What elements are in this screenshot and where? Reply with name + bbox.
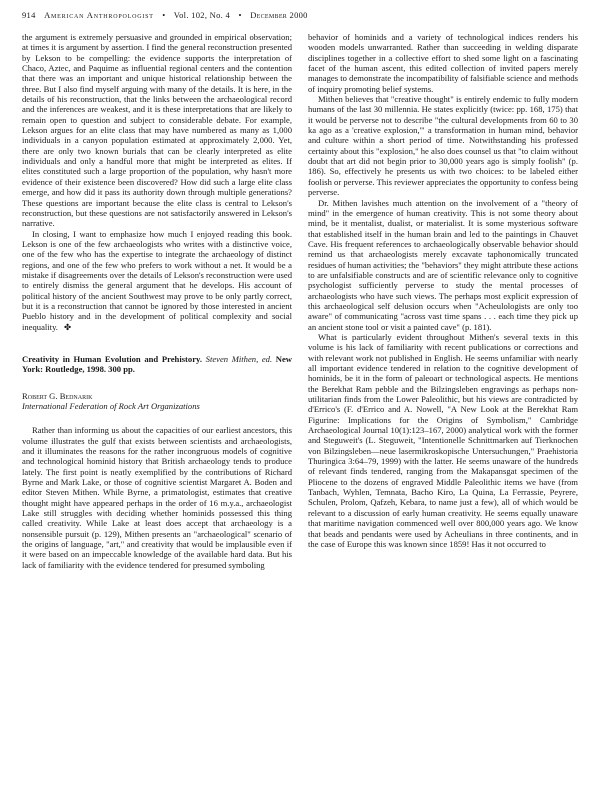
journal-name: American Anthropologist [44, 10, 154, 20]
paragraph: What is particularly evident throughout Mithen's several texts in this volume is his lack of familiarity with recent publications or corrections and with relevant work not published in English. He seems unfamiliar with nearly all important evidence tendered in relation to the cognitive development of hominids, be it in the form of paleoart or technological aspects. He mentions the Berekhat Ram pebble and the Bilzingsleben engravings as perhaps non-utilitarian finds from the Lower Paleolithic, but his views are contradicted by d'Errico's (F. d'Errico and A. Nowell, "A New Look at the Berekhat Ram Figurine: Implications for the Origins of Symbolism," Cambridge Archaeological Journal 10(1):123–167, 2000) analytical work with the former and Steguweit's (L. Steguweit, "Intentionelle Schnittmarken auf Tierknochen von Bilzingsleben—neue lasermikroskopische Untersuchungen," Praehistoria Thuringica 3:64–79, 1999) with the latter. He seems unaware of the hundreds of relevant finds tendered, ranging from the Makapansgat specimen of the Pliocene to the dozens of engraved Middle Paleolithic items we have (from Tanbach, Wyhlen, Temnata, Bacho Kiro, La Quina, La Ferrassie, Peyrere, Schulen, Prolom, Qafzeh, Kebara, to name just a few), all of which would be relevant to a discussion of early human creativity. He seems equally unaware that maritime navigation commenced well over 800,000 years ago. We know that beads and pendants were used by Acheulians in three continents, and in the case of Europe this was known since 1859! Has it not occurred to [308, 331, 578, 549]
book-title: Creativity in Human Evolution and Prehistory. [22, 353, 202, 364]
volume-info: Vol. 102, No. 4 [173, 10, 231, 20]
header-separator: • [162, 10, 166, 20]
paragraph: the argument is extremely persuasive and grounded in empirical observation; at times it is argument by assertion. I find the general reconstruction presented by Lekson to be compelling: the evidence supports the interpretation of Chaco, Aztec, and Paquime as influential regional centers and the contention that there was an important and unique historical relationship between the three. But I also find myself arguing with many of the details. It is here, in the details of his reconstruction, that the links between the archaeological record and the inferences are weakest, and it is these interpretations that are likely to remain open to question and subject to considerable debate. For example, Lekson argues for an elite class that may have numbered as many as 1,000 individuals in a canyon population estimated at approximately 2,000. Yet, there are only two known burials that can be clearly interpreted as elite individuals and only a handful more that might be interpreted as elites. If elites constituted such a large proportion of the population, why hasn't more evidence of their existence been discovered? How did such a large elite class emerge, and how did it pass its authority down through multiple generations? These questions are important because the elite class is central to Lekson's reconstruction, but these questions are not satisfactorily answered in Lekson's narrative. [22, 32, 292, 229]
book-editor: Steven Mithen, ed. [205, 353, 273, 364]
paragraph: behavior of hominids and a variety of technological indices renders his wooden models unwarranted. Rather than succeeding in welding disparate disciplines together in a collective effort to shed some light on a fascinating facet of the human ascent, this edited collection of invited papers merely manages to demonstrate the incompatibility of falsifiable science and methods of inquiry promoting belief systems. [308, 32, 578, 94]
left-column [22, 32, 292, 570]
book-publication: New York: Routledge, 1998. 300 pp. [22, 353, 293, 375]
review-citation [22, 354, 292, 375]
end-of-review-mark: ✤ [63, 321, 72, 332]
reviewer-name: Robert G. Bednarik [22, 390, 93, 401]
paragraph: Mithen believes that "creative thought" is entirely endemic to fully modern humans of the last 30 millennia. He states explicitly (twice: pp. 168, 175) that it would be perverse not to describe "the cultural developments from 60 to 30 ka ago as a 'creative explosion,'" a transformation in human mind, behavior and culture within a short period of time. Notwithstanding his professed certainty about this "explosion," he also does counsel us that "to claim without doubt that art did not begin prior to 30,000 years ago is simply foolish" (p. 186). So, effectively he presents us with two choices: to be labeled either foolish or perverse. This reviewer appreciates the opportunity to confess being perverse. [308, 94, 578, 198]
header-separator: • [238, 10, 242, 20]
paragraph: Rather than informing us about the capacities of our earliest ancestors, this volume illustrates the gulf that exists between scientists and archaeologists, and it illuminates the reasons for the rather incongruous models of cognitive and technological hominid history that British archaeology tends to produce lately. The first point is neatly exemplified by the contributions of Richard Byrne and Mark Lake, or those of cognitive scientist Margaret A. Boden and editor Steven Mithen. While Byrne, a primatologist, estimates that creative thought might have appeared perhaps in the order of 16 m.y.a., archaeologist Lake still struggles with deciding whether hominids possessed this thing called creativity. While Lake at least does accept that archaeology is a nonsensible pursuit (p. 129), Mithen presents an "archaeological" scenario of the origins of language, "art," and creativity that would be implausible even if it were based on an impeccable knowledge of the available hard data. But his lack of familiarity with the evidence tendered for presumed symboling [22, 425, 292, 570]
running-header [22, 10, 578, 20]
paragraph: Dr. Mithen lavishes much attention on the involvement of a "theory of mind" in the emergence of human creativity. This is not some theory about mind, be it mentalist, dualist, or materialist. It is some mysterious software that established itself in the human brain and led to the paintings in Chauvet Cave. His frequent references to archaeologically observable behavior should remind us that archaeologists merely excavate taphonomically truncated residues of human activities; the "behaviors" they might attribute these actions to are unfalsifiable constructs and are of scientific relevance only to cognitive psychologist sufficiently perverse to study the mental processes of archaeologists who have such views. The perhaps most explicit expression of this archaeological self delusion occurs when "Acheulologists are only too aware" of communicating "across vast time spans . . . each time they pick up an ancient stone tool or visit a painted cave" (p. 181). [308, 197, 579, 332]
paragraph-text: In closing, I want to emphasize how much I enjoyed reading this book. Lekson is one of the few archaeologists who writes with a distinctive voice, one of the few who has the expertise to integrate the archaeology of distinct regions, and one of the few who prefers to work without a net. It would be a mistake if disagreements over the details of Lekson's reconstruction were used to entirely dismiss the general argument that he develops. His account of political history of the ancient Southwest may prove to be only partly correct, but it is a reconstruction that cannot be ignored by those interested in ancient Pueblo history and in the development of political complexity and social inequality. [22, 228, 292, 332]
reviewer-affiliation: International Federation of Rock Art Organizations [22, 401, 200, 411]
page-number: 914 [22, 10, 36, 20]
paragraph [22, 229, 292, 332]
issue-date: December 2000 [250, 10, 308, 20]
right-column [308, 32, 578, 549]
